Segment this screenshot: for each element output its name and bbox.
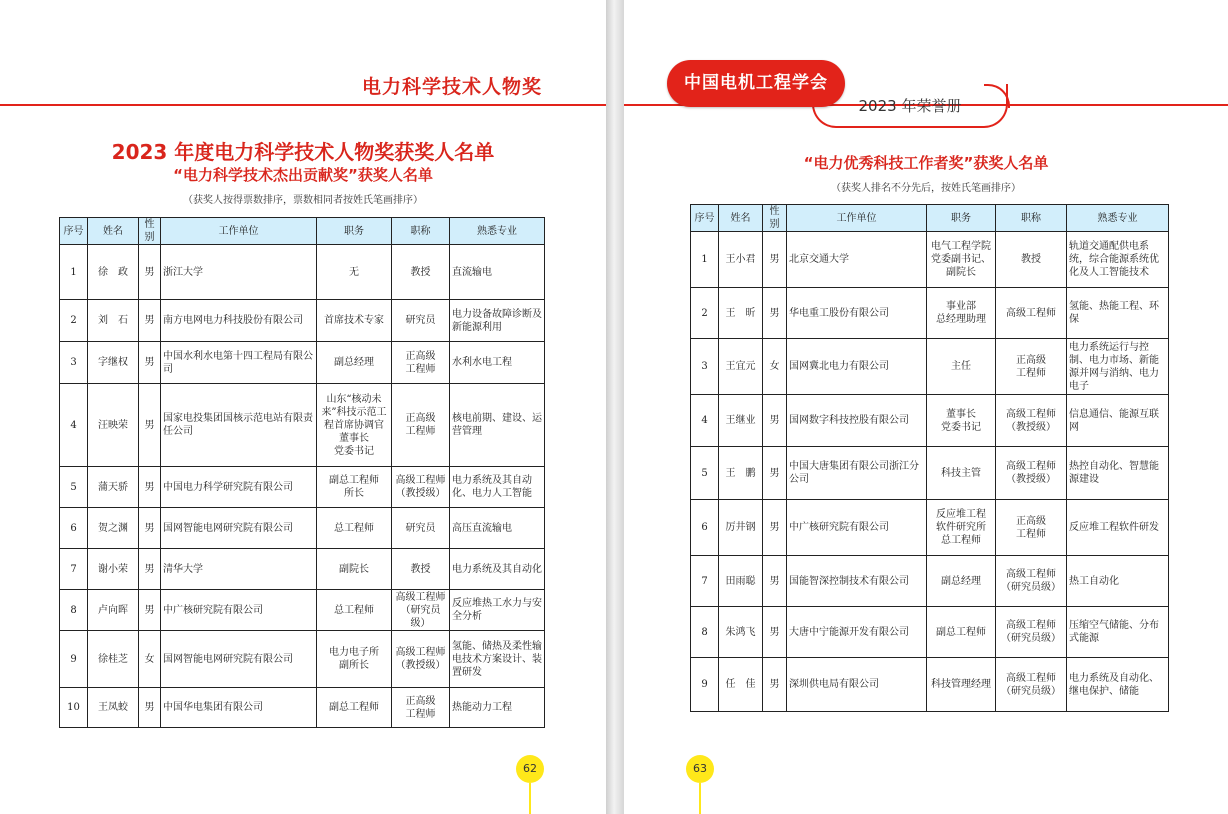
cell-position: 无 [317,245,392,300]
cell-unit: 中国电力科学研究院有限公司 [161,467,317,508]
cell-specialty: 轨道交通配供电系统，综合能源系统优化及人工智能技术 [1067,232,1169,288]
cell-gender: 男 [763,395,787,447]
cell-gender: 男 [139,549,161,590]
page-title: “电力优秀科技工作者奖”获奖人名单 [803,154,1049,172]
page-number-stem [529,783,531,814]
cell-index: 7 [60,549,88,590]
list-subtitle: “电力科学技术杰出贡献奖”获奖人名单 [173,166,433,184]
cell-gender: 男 [139,342,161,384]
cell-gender: 男 [763,447,787,500]
book-spine [606,0,624,814]
table-header-row [60,218,545,245]
cell-unit: 浙江大学 [161,245,317,300]
cell-name: 田雨聪 [719,556,763,607]
table-row [691,447,1169,500]
cell-specialty: 氢能、热能工程、环保 [1067,288,1169,339]
cell-specialty: 热工自动化 [1067,556,1169,607]
cell-index: 6 [60,508,88,549]
cell-name: 徐 政 [88,245,139,300]
cell-position: 副总经理 [927,556,996,607]
table-row [60,508,545,549]
cell-unit: 大唐中宁能源开发有限公司 [787,607,927,658]
cell-title: 正高级 工程师 [996,500,1067,556]
cell-unit: 北京交通大学 [787,232,927,288]
cell-position: 事业部 总经理助理 [927,288,996,339]
cell-unit: 中国华电集团有限公司 [161,688,317,728]
cell-index: 2 [691,288,719,339]
table-row [691,395,1169,447]
cell-specialty: 直流输电 [450,245,545,300]
cell-position: 山东“核动未来”科技示范工程首席协调官 董事长 党委书记 [317,384,392,467]
cell-title: 正高级 工程师 [392,688,450,728]
cell-specialty: 电力设备故障诊断及新能源利用 [450,300,545,342]
table-row [60,384,545,467]
cell-position: 副总经理 [317,342,392,384]
cell-title: 高级工程师 [996,288,1067,339]
cell-name: 刘 石 [88,300,139,342]
column-header: 序号 [691,205,719,232]
cell-name: 王 鹏 [719,447,763,500]
cell-title: 研究员 [392,508,450,549]
cell-title: 高级工程师 （研究员级） [996,556,1067,607]
cell-position: 副院长 [317,549,392,590]
cell-name: 王继业 [719,395,763,447]
cell-index: 8 [60,590,88,631]
cell-gender: 男 [139,467,161,508]
page-number-badge: 62 [516,755,544,783]
cell-unit: 深圳供电局有限公司 [787,658,927,712]
cell-position: 副总工程师 [317,688,392,728]
cell-position: 副总工程师 [927,607,996,658]
table-row [60,549,545,590]
cell-specialty: 电力系统及其自动化 [450,549,545,590]
table-row [60,342,545,384]
table-row [691,658,1169,712]
cell-index: 5 [691,447,719,500]
table-row [691,232,1169,288]
column-header: 熟悉专业 [450,218,545,245]
cell-specialty: 压缩空气储能、分布式能源 [1067,607,1169,658]
cell-unit: 国网智能电网研究院有限公司 [161,631,317,688]
cell-name: 王凤蛟 [88,688,139,728]
column-header: 职称 [996,205,1067,232]
cell-index: 9 [60,631,88,688]
cell-position: 总工程师 [317,508,392,549]
table-row [691,607,1169,658]
table-row [60,245,545,300]
cell-title: 高级工程师 （研究员级） [996,658,1067,712]
cell-position: 总工程师 [317,590,392,631]
cell-index: 5 [60,467,88,508]
cell-name: 徐桂芝 [88,631,139,688]
cell-specialty: 氢能、储热及柔性输电技术方案设计、装置研发 [450,631,545,688]
column-header: 工作单位 [787,205,927,232]
page-title: 2023 年度电力科学技术人物奖获奖人名单 [111,140,495,164]
cell-position: 主任 [927,339,996,395]
cell-title: 高级工程师 （研究员级） [996,607,1067,658]
cell-title: 研究员 [392,300,450,342]
table-row [691,339,1169,395]
cell-index: 4 [60,384,88,467]
cell-index: 2 [60,300,88,342]
cell-index: 1 [691,232,719,288]
cell-specialty: 信息通信、能源互联网 [1067,395,1169,447]
column-header: 性别 [139,218,161,245]
awardee-table [59,217,545,728]
cell-specialty: 电力系统及其自动化、电力人工智能 [450,467,545,508]
cell-specialty: 热控自动化、智慧能源建设 [1067,447,1169,500]
cell-gender: 男 [763,556,787,607]
header-divider [0,104,606,106]
cell-gender: 男 [139,590,161,631]
column-header: 姓名 [719,205,763,232]
cell-name: 汪映荣 [88,384,139,467]
page-number-stem [699,783,701,814]
society-logo: 中国电机工程学会 [667,60,845,107]
cell-index: 4 [691,395,719,447]
cell-index: 3 [691,339,719,395]
cell-unit: 清华大学 [161,549,317,590]
cell-gender: 男 [763,232,787,288]
cell-name: 字继权 [88,342,139,384]
cell-title: 正高级 工程师 [392,342,450,384]
cell-name: 贺之渊 [88,508,139,549]
cell-unit: 国网智能电网研究院有限公司 [161,508,317,549]
cell-name: 任 佳 [719,658,763,712]
cell-specialty: 热能动力工程 [450,688,545,728]
right-page [624,0,1228,814]
cell-unit: 国网数字科技控股有限公司 [787,395,927,447]
cell-title: 正高级 工程师 [996,339,1067,395]
section-header-title: 电力科学技术人物奖 [362,76,543,98]
column-header: 序号 [60,218,88,245]
cell-name: 谢小荣 [88,549,139,590]
cell-title: 教授 [392,245,450,300]
cell-unit: 中广核研究院有限公司 [787,500,927,556]
cell-unit: 中国大唐集团有限公司浙江分公司 [787,447,927,500]
sort-note: （获奖人按得票数排序，票数相同者按姓氏笔画排序） [183,195,423,206]
cell-gender: 男 [139,245,161,300]
cell-unit: 南方电网电力科技股份有限公司 [161,300,317,342]
cell-gender: 女 [763,339,787,395]
table-row [60,590,545,631]
cell-gender: 男 [763,288,787,339]
cell-index: 8 [691,607,719,658]
cell-position: 董事长 党委书记 [927,395,996,447]
cell-gender: 女 [139,631,161,688]
cell-name: 厉井钢 [719,500,763,556]
cell-position: 科技主管 [927,447,996,500]
cell-unit: 中广核研究院有限公司 [161,590,317,631]
cell-gender: 男 [139,508,161,549]
table-row [60,688,545,728]
column-header: 熟悉专业 [1067,205,1169,232]
table-row [691,500,1169,556]
cell-index: 1 [60,245,88,300]
table-row [60,300,545,342]
column-header: 职务 [317,218,392,245]
cell-specialty: 电力系统运行与控制、电力市场、新能源并网与消纳、电力电子 [1067,339,1169,395]
cell-position: 首席技术专家 [317,300,392,342]
left-page [0,0,606,814]
cell-gender: 男 [763,500,787,556]
cell-unit: 国网冀北电力有限公司 [787,339,927,395]
awardee-table [690,204,1169,712]
table-row [60,467,545,508]
cell-index: 9 [691,658,719,712]
cell-name: 王 昕 [719,288,763,339]
cell-index: 10 [60,688,88,728]
cell-title: 教授 [996,232,1067,288]
cell-title: 教授 [392,549,450,590]
cell-index: 7 [691,556,719,607]
cell-position: 电力电子所 副所长 [317,631,392,688]
cell-name: 王小君 [719,232,763,288]
cell-gender: 男 [763,658,787,712]
cell-index: 6 [691,500,719,556]
column-header: 职务 [927,205,996,232]
cell-specialty: 高压直流输电 [450,508,545,549]
cell-gender: 男 [139,300,161,342]
cell-title: 正高级 工程师 [392,384,450,467]
cell-specialty: 反应堆热工水力与安全分析 [450,590,545,631]
cell-position: 科技管理经理 [927,658,996,712]
table-header-row [691,205,1169,232]
cell-title: 高级工程师 （教授级） [996,447,1067,500]
cell-unit: 国家电投集团国核示范电站有限责任公司 [161,384,317,467]
cell-position: 电气工程学院 党委副书记、 副院长 [927,232,996,288]
cell-title: 高级工程师 （研究员级） [392,590,450,631]
cell-specialty: 电力系统及自动化、继电保护、储能 [1067,658,1169,712]
cell-title: 高级工程师 （教授级） [996,395,1067,447]
cell-name: 朱鸿飞 [719,607,763,658]
page-number-badge: 63 [686,755,714,783]
cell-name: 王宜元 [719,339,763,395]
cell-index: 3 [60,342,88,384]
table-row [691,556,1169,607]
cell-title: 高级工程师 （教授级） [392,467,450,508]
honor-roll-label: 2023 年荣誉册 [812,84,1008,128]
table-row [60,631,545,688]
cell-title: 高级工程师 （教授级） [392,631,450,688]
table-row [691,288,1169,339]
cell-specialty: 反应堆工程软件研发 [1067,500,1169,556]
cell-gender: 男 [139,384,161,467]
cell-name: 卢向晖 [88,590,139,631]
cell-specialty: 水利水电工程 [450,342,545,384]
cell-position: 副总工程师 所长 [317,467,392,508]
column-header: 工作单位 [161,218,317,245]
cell-gender: 男 [139,688,161,728]
cell-unit: 华电重工股份有限公司 [787,288,927,339]
cell-unit: 中国水利水电第十四工程局有限公司 [161,342,317,384]
cell-gender: 男 [763,607,787,658]
sort-note: （获奖人排名不分先后，按姓氏笔画排序） [831,183,1021,194]
column-header: 职称 [392,218,450,245]
cell-name: 蒲天骄 [88,467,139,508]
cell-position: 反应堆工程 软件研究所 总工程师 [927,500,996,556]
cell-specialty: 核电前期、建设、运营管理 [450,384,545,467]
cell-unit: 国能智深控制技术有限公司 [787,556,927,607]
column-header: 性别 [763,205,787,232]
column-header: 姓名 [88,218,139,245]
